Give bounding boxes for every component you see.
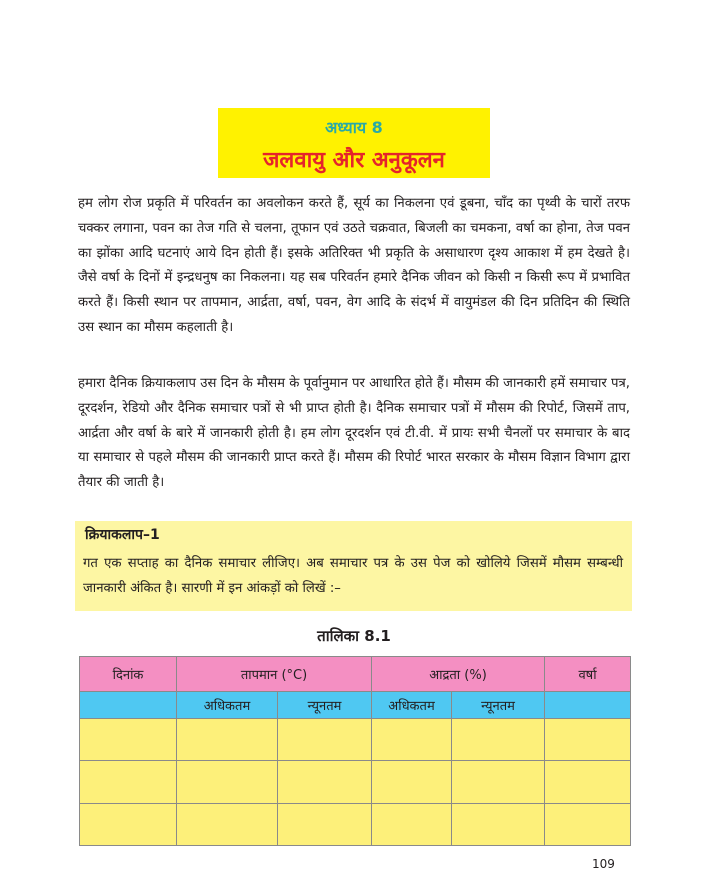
table-cell: [372, 761, 452, 803]
header-date: दिनांक: [80, 657, 177, 692]
header-rainfall: वर्षा: [545, 657, 631, 692]
table-cell: [80, 719, 177, 761]
table-caption: तालिका 8.1: [317, 627, 391, 645]
subheader-hum-max: अधिकतम: [372, 692, 452, 719]
table-cell: [80, 761, 177, 803]
table-row: [80, 761, 631, 803]
table-cell: [452, 719, 545, 761]
table-cell: [372, 803, 452, 845]
table-row: [80, 719, 631, 761]
table-subheader-row: [80, 692, 631, 719]
activity-box: [75, 521, 632, 611]
weather-paragraph: हमारा दैनिक क्रियाकलाप उस दिन के मौसम के पूर्वानुमान पर आधारित होते हैं। मौसम की जानकारी हमें समाचार पत्र, दूरदर्शन, रेडियो और दैनिक समाचार पत्रों से भी प्राप्त होती है। दैनिक समाचार पत्रों में मौसम की रिपोर्ट, जिसमें ताप, आर्द्रता और वर्षा के बारे में जानकारी होती है। हम लोग दूरदर्शन एवं टी.वी. में प्रायः सभी चैनलों पर समाचार के बाद या समाचार से पहले मौसम की जानकारी प्राप्त करते हैं। मौसम की रिपोर्ट भारत सरकार के मौसम विज्ञान विभाग द्वारा तैयार की जाती है।: [78, 376, 630, 491]
chapter-header: [218, 108, 490, 178]
table-cell: [177, 803, 278, 845]
intro-paragraph: हम लोग रोज प्रकृति में परिवर्तन का अवलोकन करते हैं, सूर्य का निकलना एवं डूबना, चाँद का पृथ्वी के चारों तरफ चक्कर लगाना, पवन का तेज गति से चलना, तूफान एवं उठते चक्रवात, बिजली का चमकना, वर्षा का होना, तेज पवन का झोंका आदि घटनाएं आये दिन होती हैं। इसके अतिरिक्त भी प्रकृति के असाधारण दृश्य आकाश में हम देखते है। जैसे वर्षा के दिनों में इन्द्रधनुष का निकलना। यह सब परिवर्तन हमारे दैनिक जीवन को किसी न किसी रूप में प्रभावित करते हैं। किसी स्थान पर तापमान, आर्द्रता, वर्षा, पवन, वेग आदि के संदर्भ में वायुमंडल की दिन प्रतिदिन की स्थिति उस स्थान का मौसम कहलाती है।: [78, 196, 630, 335]
table-cell: [278, 803, 372, 845]
activity-text: गत एक सप्ताह का दैनिक समाचार लीजिए। अब समाचार पत्र के उस पेज को खोलिये जिसमें मौसम सम्बन्धी जानकारी अंकित है। सारणी में इन आंकड़ों को लिखें :–: [83, 556, 623, 596]
table-cell: [177, 761, 278, 803]
activity-heading: क्रियाकलाप–1: [85, 527, 160, 543]
weather-table: [79, 656, 631, 846]
table-cell: [452, 803, 545, 845]
subheader-empty: [545, 692, 631, 719]
table-cell: [452, 761, 545, 803]
table-cell: [80, 803, 177, 845]
table-cell: [372, 719, 452, 761]
page-number: 109: [592, 857, 615, 871]
header-temperature: तापमान (°C): [177, 657, 372, 692]
table-cell: [177, 719, 278, 761]
table-cell: [545, 719, 631, 761]
table-cell: [278, 761, 372, 803]
header-humidity: आद्रता (%): [372, 657, 545, 692]
subheader-hum-min: न्यूनतम: [452, 692, 545, 719]
chapter-title: जलवायु और अनुकूलन: [263, 148, 445, 173]
subheader-empty: [80, 692, 177, 719]
table-cell: [545, 761, 631, 803]
chapter-number: अध्याय 8: [325, 118, 383, 137]
subheader-temp-max: अधिकतम: [177, 692, 278, 719]
table-cell: [278, 719, 372, 761]
table-cell: [545, 803, 631, 845]
table-header-row: [80, 657, 631, 692]
table-row: [80, 803, 631, 845]
subheader-temp-min: न्यूनतम: [278, 692, 372, 719]
